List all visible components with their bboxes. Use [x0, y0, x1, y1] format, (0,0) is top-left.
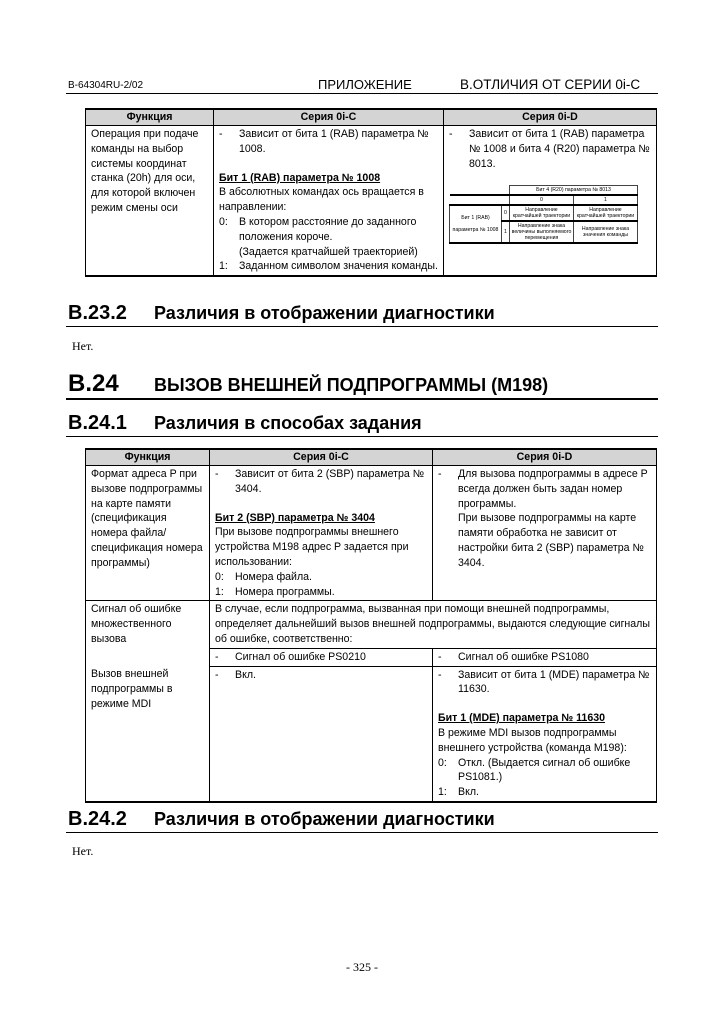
col-header-series-d: Серия 0i-D: [433, 449, 657, 466]
parameter-matrix-table: Бит 4 (R20) параметра № 8013 0 1 Бит 1 (RAB) параметра № 1008 0 Направление кратчайшей траектории Направление кратчайшей траектории 1 Направление знака величины выполняемого перемещения Направление знака значения команды: [449, 185, 638, 244]
col-header-function: Функция: [86, 109, 214, 126]
series-d-cell: - Зависит от бита 1 (MDE) параметра № 11630. Бит 1 (MDE) параметра № 11630 В режиме MDI вызов подпрограммы внешнего устройства (команда M198): 0: Откл. (Выдается сигнал об ошибке PS1081.) 1: Вкл.: [433, 666, 657, 802]
section-heading-b232: B.23.2 Различия в отображении диагностики: [68, 302, 495, 324]
col-header-series-c: Серия 0i-C: [214, 109, 444, 126]
comparison-table-axis-switch: [85, 108, 657, 277]
series-c-cell: - Зависит от бита 2 (SBP) параметра № 3404. Бит 2 (SBP) параметра № 3404 При вызове подпрограммы внешнего устройства M198 адрес P задается при использовании: 0: Номера файла. 1: Номера программы.: [210, 466, 433, 601]
page-number: - 325 -: [346, 960, 378, 974]
header-appendix: ПРИЛОЖЕНИЕ: [318, 77, 412, 92]
function-cell: Вызов внешней подпрограммы в режиме MDI: [86, 666, 210, 802]
header-section: B.ОТЛИЧИЯ ОТ СЕРИИ 0i-C: [460, 77, 641, 92]
header-rule: [66, 93, 658, 94]
series-d-cell: - Сигнал об ошибке PS1080: [433, 648, 657, 666]
function-cell: Операция при подаче команды на выбор системы координат станка (20h) для оси, для которой включен режим смены оси: [86, 126, 214, 277]
col-header-function: Функция: [86, 449, 210, 466]
bit-title: Бит 1 (MDE) параметра № 11630: [438, 712, 605, 725]
section-note: Нет.: [72, 844, 94, 858]
chapter-heading-b24: B.24 ВЫЗОВ ВНЕШНЕЙ ПОДПРОГРАММЫ (M198): [68, 370, 549, 397]
section-rule: [66, 326, 658, 327]
function-cell: Сигнал об ошибке множественного вызова: [86, 601, 210, 666]
section-heading-b241: B.24.1 Различия в способах задания: [68, 412, 422, 434]
doc-code: B-64304RU-2/02: [68, 80, 144, 91]
function-cell: Формат адреса P при вызове подпрограммы на карте памяти (спецификация номера файла/спецификация номера программы): [86, 466, 210, 601]
series-c-cell: - Вкл.: [210, 666, 433, 802]
col-header-series-d: Серия 0i-D: [444, 109, 657, 126]
section-note: Нет.: [72, 339, 94, 353]
series-c-cell: - Сигнал об ошибке PS0210: [210, 648, 433, 666]
bit-title: Бит 1 (RAB) параметра № 1008: [219, 171, 381, 184]
series-d-cell: - Для вызова подпрограммы в адресе P всегда должен быть задан номер программы. При вызове подпрограммы на карте памяти обработка не зависит от настройки бита 2 (SBP) параметра № 3404.: [433, 466, 657, 601]
series-c-cell: - Зависит от бита 1 (RAB) параметра № 1008. Бит 1 (RAB) параметра № 1008 В абсолютных командах ось вращается в направлении: 0: В котором расстояние до заданного положения короче. (Задается кратчайшей траекторией) 1: Заданном символом значения команды.: [214, 126, 444, 277]
comparison-table-m198: [85, 448, 657, 803]
col-header-series-c: Серия 0i-C: [210, 449, 433, 466]
section-rule: [66, 832, 658, 833]
bit-title: Бит 2 (SBP) параметра № 3404: [215, 511, 375, 524]
section-heading-b242: B.24.2 Различия в отображении диагностики: [68, 808, 495, 830]
section-rule: [66, 436, 658, 437]
series-d-cell: - Зависит от бита 1 (RAB) параметра № 1008 и бита 4 (R20) параметра № 8013. Бит 4 (R20) параметра № 8013 0 1 Бит 1 (RAB) параметра № 1008 0 Направление кратчайшей траектории Направление кратчайшей траектории 1 Направление знака величины выполняемого перемещения Направление знака значения команды: [444, 126, 657, 277]
chapter-rule: [66, 398, 658, 400]
shared-description-cell: В случае, если подпрограмма, вызванная при помощи внешней подпрограммы, определяет дальнейший вызов внешней подпрограммы, выдаются следующие сигналы об ошибке, соответственно:: [210, 601, 657, 648]
